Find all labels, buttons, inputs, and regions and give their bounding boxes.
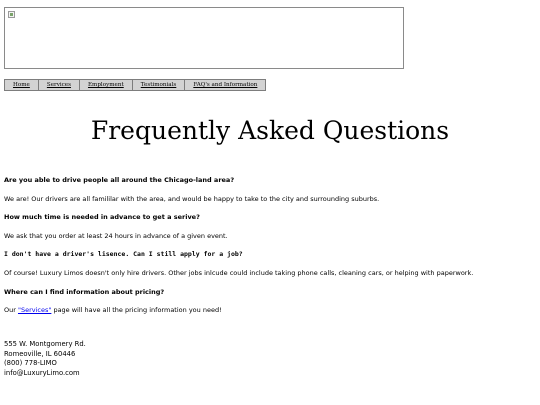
address-city: Romeoville, IL 60446	[4, 349, 76, 358]
faq-question: Are you able to drive people all around the Chicago-land area?	[4, 176, 235, 184]
contact-address	[4, 340, 86, 378]
services-page-link[interactable]: "Services"	[17, 306, 52, 315]
broken-image-icon	[8, 11, 15, 18]
faq-question: Where can I find information about pricing?	[4, 287, 165, 296]
faq-answer	[4, 306, 536, 315]
nav-link-faq[interactable]: FAQ's and Information	[193, 82, 258, 88]
faq-answer: We ask that you order at least 24 hours in advance of a given event.	[4, 231, 228, 240]
nav-link-home[interactable]: Home	[5, 80, 39, 90]
banner-image	[4, 7, 404, 69]
page-title: Frequently Asked Questions	[90, 116, 450, 145]
faq-answer: Of course! Luxury Limos doesn't only hire drivers. Other jobs inlcude could include taking phone calls, cleaning cars, or helping with paperwork.	[4, 268, 474, 277]
nav-link-services[interactable]: Services	[39, 80, 80, 90]
address-phone: (800) 778-LIMO	[4, 359, 57, 367]
faq-answer: We are! Our drivers are all famililar with the area, and would be happy to take to the city and surrounding suburbs.	[4, 194, 380, 203]
faq-answer-prefix: Our	[4, 306, 18, 315]
address-email: info@LuxuryLimo.com	[4, 368, 80, 377]
faq-answer-suffix: page will have all the pricing information you need!	[51, 306, 222, 315]
nav-link-testimonials[interactable]: Testimonials	[133, 80, 186, 90]
faq-list	[4, 176, 536, 325]
faq-question: How much time is needed in advance to get a serive?	[4, 213, 200, 222]
faq-question: I don't have a driver's lisence. Can I still apply for a job?	[4, 250, 243, 259]
nav-link-employment[interactable]: Employment	[80, 80, 133, 90]
address-street: 555 W. Montgomery Rd.	[4, 340, 86, 348]
nav-bar	[4, 79, 266, 91]
